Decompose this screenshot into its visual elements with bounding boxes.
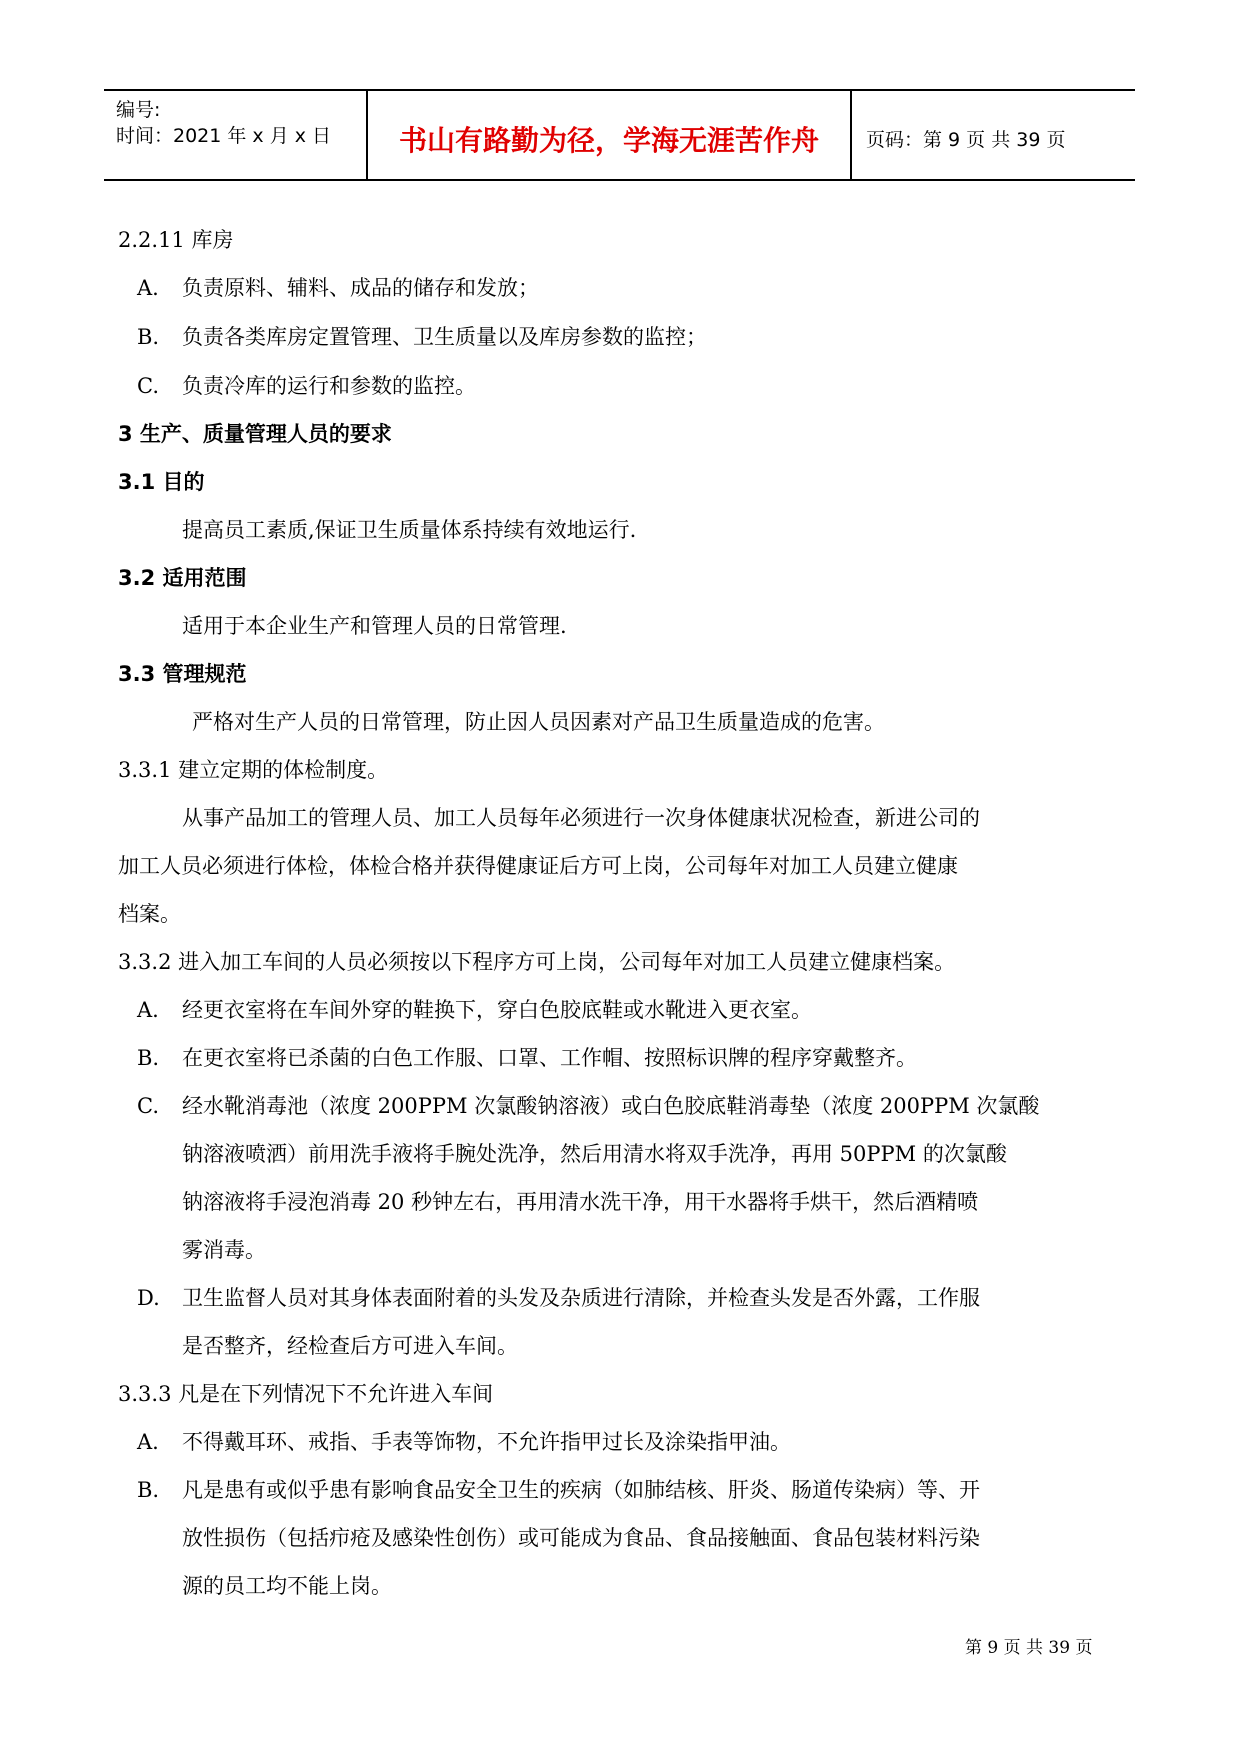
list-item-line: 雾消毒。 <box>182 1238 266 1262</box>
section-3-heading: 3 生产、质量管理人员的要求 <box>118 422 392 446</box>
section-3-2-heading: 3.2 适用范围 <box>118 566 247 590</box>
document-number-label: 编号: <box>116 99 161 121</box>
list-item-line: 经水靴消毒池（浓度 200PPM 次氯酸钠溶液）或白色胶底鞋消毒垫（浓度 200PPM 次氯酸 <box>182 1094 1040 1118</box>
paragraph: 适用于本企业生产和管理人员的日常管理. <box>182 614 567 638</box>
section-2-2-11-heading: 2.2.11 库房 <box>118 228 234 252</box>
list-item: 经更衣室将在车间外穿的鞋换下，穿白色胶底鞋或水靴进入更衣室。 <box>182 998 812 1022</box>
list-item: 负责原料、辅料、成品的储存和发放； <box>182 276 539 300</box>
list-item: 不得戴耳环、戒指、手表等饰物，不允许指甲过长及涂染指甲油。 <box>182 1430 791 1454</box>
section-3-3-heading: 3.3 管理规范 <box>118 662 247 686</box>
list-item-line: 钠溶液喷洒）前用洗手液将手腕处洗净，然后用清水将双手洗净，再用 50PPM 的次氯酸 <box>182 1142 1007 1166</box>
section-3-3-3-heading: 3.3.3 凡是在下列情况下不允许进入车间 <box>118 1382 494 1406</box>
list-marker: B. <box>137 1046 160 1070</box>
header-left-cell <box>104 91 366 179</box>
list-marker: A. <box>137 276 159 300</box>
list-item: 负责冷库的运行和参数的监控。 <box>182 374 476 398</box>
list-item-line: 放性损伤（包括疖疮及感染性创伤）或可能成为食品、食品接触面、食品包装材料污染 <box>182 1526 980 1550</box>
list-marker: A. <box>137 1430 159 1454</box>
list-marker: B. <box>137 1478 160 1502</box>
paragraph-line: 从事产品加工的管理人员、加工人员每年必须进行一次身体健康状况检查，新进公司的 <box>182 806 980 830</box>
header-motto-cell <box>366 91 852 179</box>
paragraph-line: 档案。 <box>118 902 181 926</box>
list-marker: C. <box>137 1094 159 1118</box>
list-item: 在更衣室将已杀菌的白色工作服、口罩、工作帽、按照标识牌的程序穿戴整齐。 <box>182 1046 917 1070</box>
list-marker: A. <box>137 998 159 1022</box>
paragraph: 严格对生产人员的日常管理，防止因人员因素对产品卫生质量造成的危害。 <box>192 710 885 734</box>
header-page-label: 页码：第 9 页 共 39 页 <box>866 129 1066 151</box>
list-item-line: 凡是患有或似乎患有影响食品安全卫生的疾病（如肺结核、肝炎、肠道传染病）等、开 <box>182 1478 980 1502</box>
header-motto: 书山有路勤为径，学海无涯苦作舟 <box>398 124 819 157</box>
section-3-3-2-heading: 3.3.2 进入加工车间的人员必须按以下程序方可上岗，公司每年对加工人员建立健康档案。 <box>118 950 956 974</box>
list-marker: B. <box>137 325 160 349</box>
page-footer-number: 第 9 页 共 39 页 <box>965 1638 1093 1658</box>
page-header <box>104 89 1135 181</box>
list-item-line: 卫生监督人员对其身体表面附着的头发及杂质进行清除，并检查头发是否外露，工作服 <box>182 1286 980 1310</box>
list-marker: C. <box>137 374 159 398</box>
list-item-line: 钠溶液将手浸泡消毒 20 秒钟左右，再用清水洗干净，用干水器将手烘干，然后酒精喷 <box>182 1190 979 1214</box>
list-item-line: 是否整齐，经检查后方可进入车间。 <box>182 1334 518 1358</box>
header-right-cell <box>852 91 1135 179</box>
paragraph: 提高员工素质,保证卫生质量体系持续有效地运行. <box>182 518 637 542</box>
document-time-label: 时间：2021 年 x 月 x 日 <box>116 125 332 147</box>
paragraph-line: 加工人员必须进行体检，体检合格并获得健康证后方可上岗，公司每年对加工人员建立健康 <box>118 854 958 878</box>
list-item: 负责各类库房定置管理、卫生质量以及库房参数的监控； <box>182 325 707 349</box>
section-3-1-heading: 3.1 目的 <box>118 470 205 494</box>
list-marker: D. <box>137 1286 160 1310</box>
list-item-line: 源的员工均不能上岗。 <box>182 1574 392 1598</box>
section-3-3-1-heading: 3.3.1 建立定期的体检制度。 <box>118 758 389 782</box>
